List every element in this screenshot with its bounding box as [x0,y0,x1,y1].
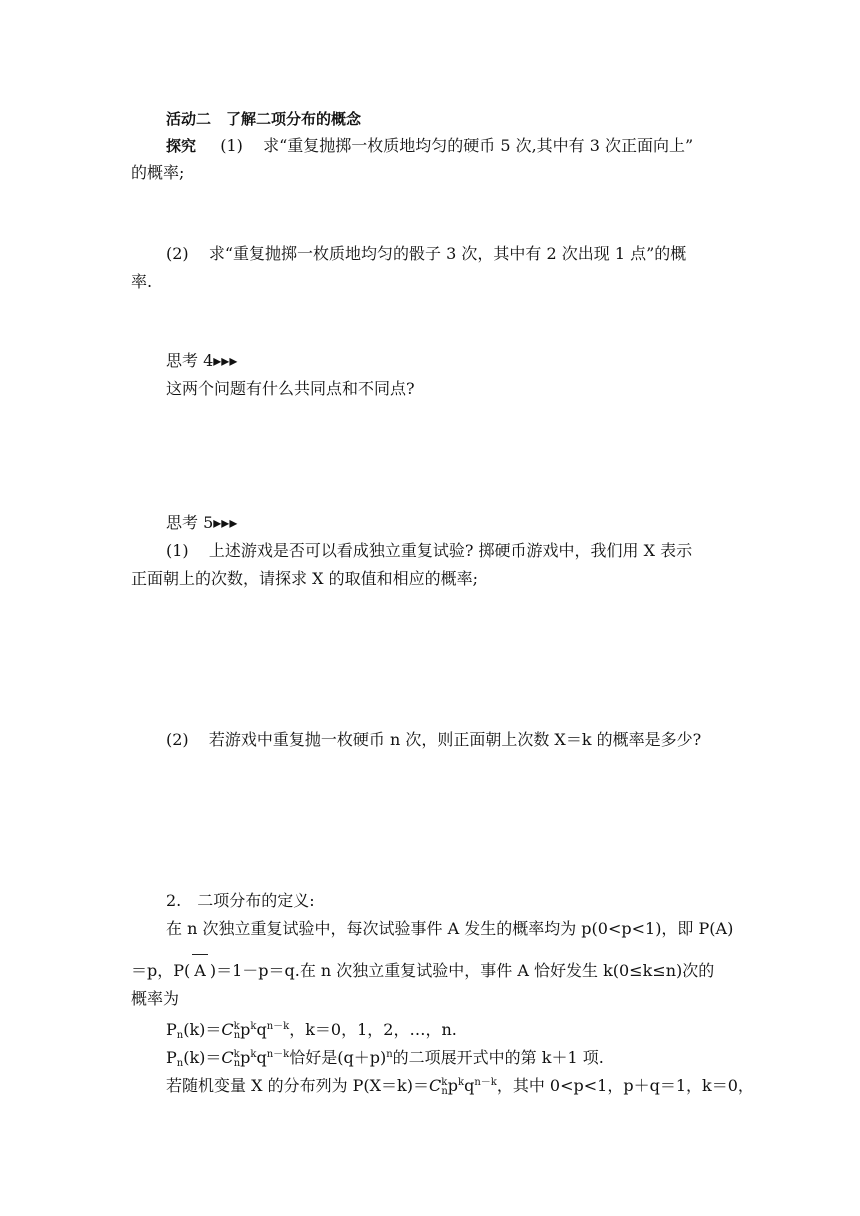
combination-c: C [221,1020,234,1039]
combination-n: n [233,1030,241,1041]
formula-binomial [166,1016,457,1047]
combination-symbol [221,1016,240,1047]
line6-combination-c: C [429,1076,442,1095]
definition-line2-end: )＝1－p＝q.在 n 次独立重复试验中，事件 A 恰好发生 k(0≤k≤n)次的 [209,961,715,980]
line6-pk-exp: k [458,1077,465,1088]
formula2-combination-n: n [233,1058,241,1069]
formula2-eq: (k)＝ [183,1048,222,1067]
definition-line2-start: ＝p，P( [131,961,191,980]
line6-end: ，其中 0<p<1，p＋q＝1，k＝0， [496,1076,754,1095]
explore-q2-text: 求“重复抛掷一枚质地均匀的骰子 3 次，其中有 2 次出现 1 点”的概 [208,244,687,263]
definition-line1: 在 n 次独立重复试验中，每次试验事件 A 发生的概率均为 p(0<p<1)，即 P(A) [166,919,734,938]
definition-line6 [166,1072,754,1103]
formula2-tail: 恰好是(q＋p) [289,1048,387,1067]
think4-title: 思考 4▸▸▸ [166,351,238,370]
formula2-q-exp: n－k [266,1049,290,1060]
definition-line3: 概率为 [131,989,180,1008]
formula-pk-exp: k [250,1021,257,1032]
explore-q1-tail: 的概率; [131,163,185,182]
think5-q2-number: (2) [166,730,189,749]
formula-pk-base: p [240,1020,251,1039]
think5-q2 [166,729,701,751]
definition-heading: 2. 二项分布的定义: [166,891,315,910]
formula-q-base: q [256,1020,267,1039]
formula2-end: 的二项展开式中的第 k＋1 项. [392,1048,604,1067]
line6-combination-n: n [441,1086,448,1097]
explore-q2 [166,243,686,265]
explore-q1 [166,135,693,157]
think5-q2-text: 若游戏中重复抛一枚硬币 n 次，则正面朝上次数 X＝k 的概率是多少? [208,730,702,749]
formula-p-sub: n [176,1030,184,1041]
formula-eq: (k)＝ [183,1020,222,1039]
formula2-pk-exp: k [250,1049,257,1060]
explore-q2-number: (2) [166,244,189,263]
formula2-pk-base: p [240,1048,251,1067]
line6-q-base: q [464,1076,475,1095]
complement-a-letter: A [194,961,206,980]
think5-q1-text: 上述游戏是否可以看成独立重复试验? 掷硬币游戏中，我们用 X 表示 [208,541,693,560]
explore-q1-text: 求“重复抛掷一枚质地均匀的硬币 5 次,其中有 3 次正面向上” [263,136,694,155]
formula-p: P [166,1020,177,1039]
definition-line2 [131,960,714,982]
explore-q2-tail: 率. [131,272,153,291]
line6-q-exp: n－k [474,1077,497,1088]
think4-question: 这两个问题有什么共同点和不同点? [166,379,415,398]
combination-k: k [233,1021,240,1032]
formula2-q-base: q [256,1048,267,1067]
formula2-p: P [166,1048,177,1067]
formula2-combination-k: k [233,1049,240,1060]
formula-binomial-expansion [166,1044,604,1075]
explore-q1-number: (1) [220,136,243,155]
complement-a [190,960,210,982]
think5-q1-number: (1) [166,541,189,560]
formula2-combination-c: C [221,1048,234,1067]
line6-start: 若随机变量 X 的分布列为 P(X＝k)＝ [166,1076,429,1095]
think5-title: 思考 5▸▸▸ [166,513,238,532]
formula2-exp-n: n [386,1049,393,1060]
formula-q-exp: n－k [266,1021,290,1032]
formula-range: ，k＝0，1，2，…，n. [289,1020,457,1039]
think5-q1-tail: 正面朝上的次数，请探求 X 的取值和相应的概率; [131,569,478,588]
formula2-p-sub: n [176,1058,184,1069]
activity-title: 活动二 了解二项分布的概念 [166,110,362,128]
think5-q1 [166,540,692,562]
line6-combination-k: k [441,1077,448,1088]
line6-pk-base: p [447,1076,459,1095]
explore-label: 探究 [166,137,197,155]
